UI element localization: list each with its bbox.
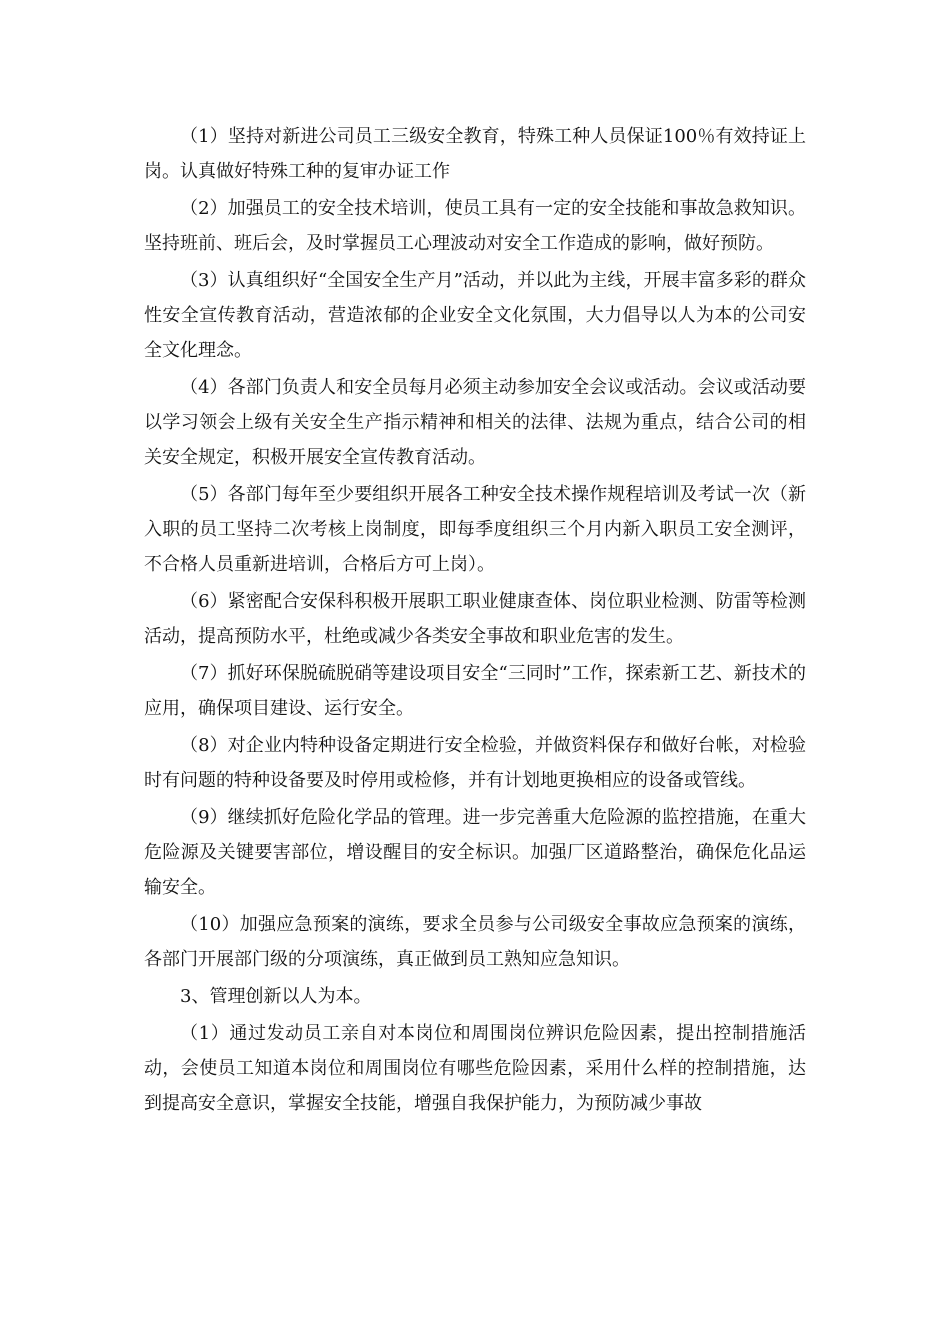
paragraph-9: （9）继续抓好危险化学品的管理。进一步完善重大危险源的监控措施，在重大危险源及关键要害部位，增设醒目的安全标识。加强厂区道路整治，确保危化品运输安全。 (144, 807, 806, 898)
paragraph-7: （7）抓好环保脱硫脱硝等建设项目安全“三同时”工作，探索新工艺、新技术的应用，确保项目建设、运行安全。 (144, 663, 806, 719)
paragraph-3: （3）认真组织好“全国安全生产月”活动，并以此为主线，开展丰富多彩的群众性安全宣传教育活动，营造浓郁的企业安全文化氛围，大力倡导以人为本的公司安全文化理念。 (144, 270, 806, 361)
paragraph-5: （5）各部门每年至少要组织开展各工种安全技术操作规程培训及考试一次（新入职的员工坚持二次考核上岗制度，即每季度组织三个月内新入职员工安全测评，不合格人员重新进培训，合格后方可上岗）。 (144, 484, 806, 575)
paragraph-4: （4）各部门负责人和安全员每月必须主动参加安全会议或活动。会议或活动要以学习领会上级有关安全生产指示精神和相关的法律、法规为重点，结合公司的相关安全规定，积极开展安全宣传教育活动。 (144, 377, 806, 468)
paragraph-1: （1）坚持对新进公司员工三级安全教育，特殊工种人员保证100％有效持证上岗。认真做好特殊工种的复审办证工作 (144, 126, 806, 182)
paragraph-2: （2）加强员工的安全技术培训，使员工具有一定的安全技能和事故急救知识。坚持班前、班后会，及时掌握员工心理波动对安全工作造成的影响，做好预防。 (144, 198, 806, 254)
section-heading: 3、管理创新以人为本。 (180, 986, 372, 1007)
document-body (144, 119, 806, 1123)
paragraph-10: （10）加强应急预案的演练，要求全员参与公司级安全事故应急预案的演练，各部门开展部门级的分项演练，真正做到员工熟知应急知识。 (144, 914, 806, 970)
paragraph-8: （8）对企业内特种设备定期进行安全检验，并做资料保存和做好台帐，对检验时有问题的特种设备要及时停用或检修，并有计划地更换相应的设备或管线。 (144, 735, 806, 791)
paragraph-6: （6）紧密配合安保科积极开展职工职业健康查体、岗位职业检测、防雷等检测活动，提高预防水平，杜绝或减少各类安全事故和职业危害的发生。 (144, 591, 806, 647)
paragraph-11: （1）通过发动员工亲自对本岗位和周围岗位辨识危险因素，提出控制措施活动，会使员工知道本岗位和周围岗位有哪些危险因素，采用什么样的控制措施，达到提高安全意识，掌握安全技能，增强自我保护能力，为预防减少事故 (144, 1023, 806, 1114)
